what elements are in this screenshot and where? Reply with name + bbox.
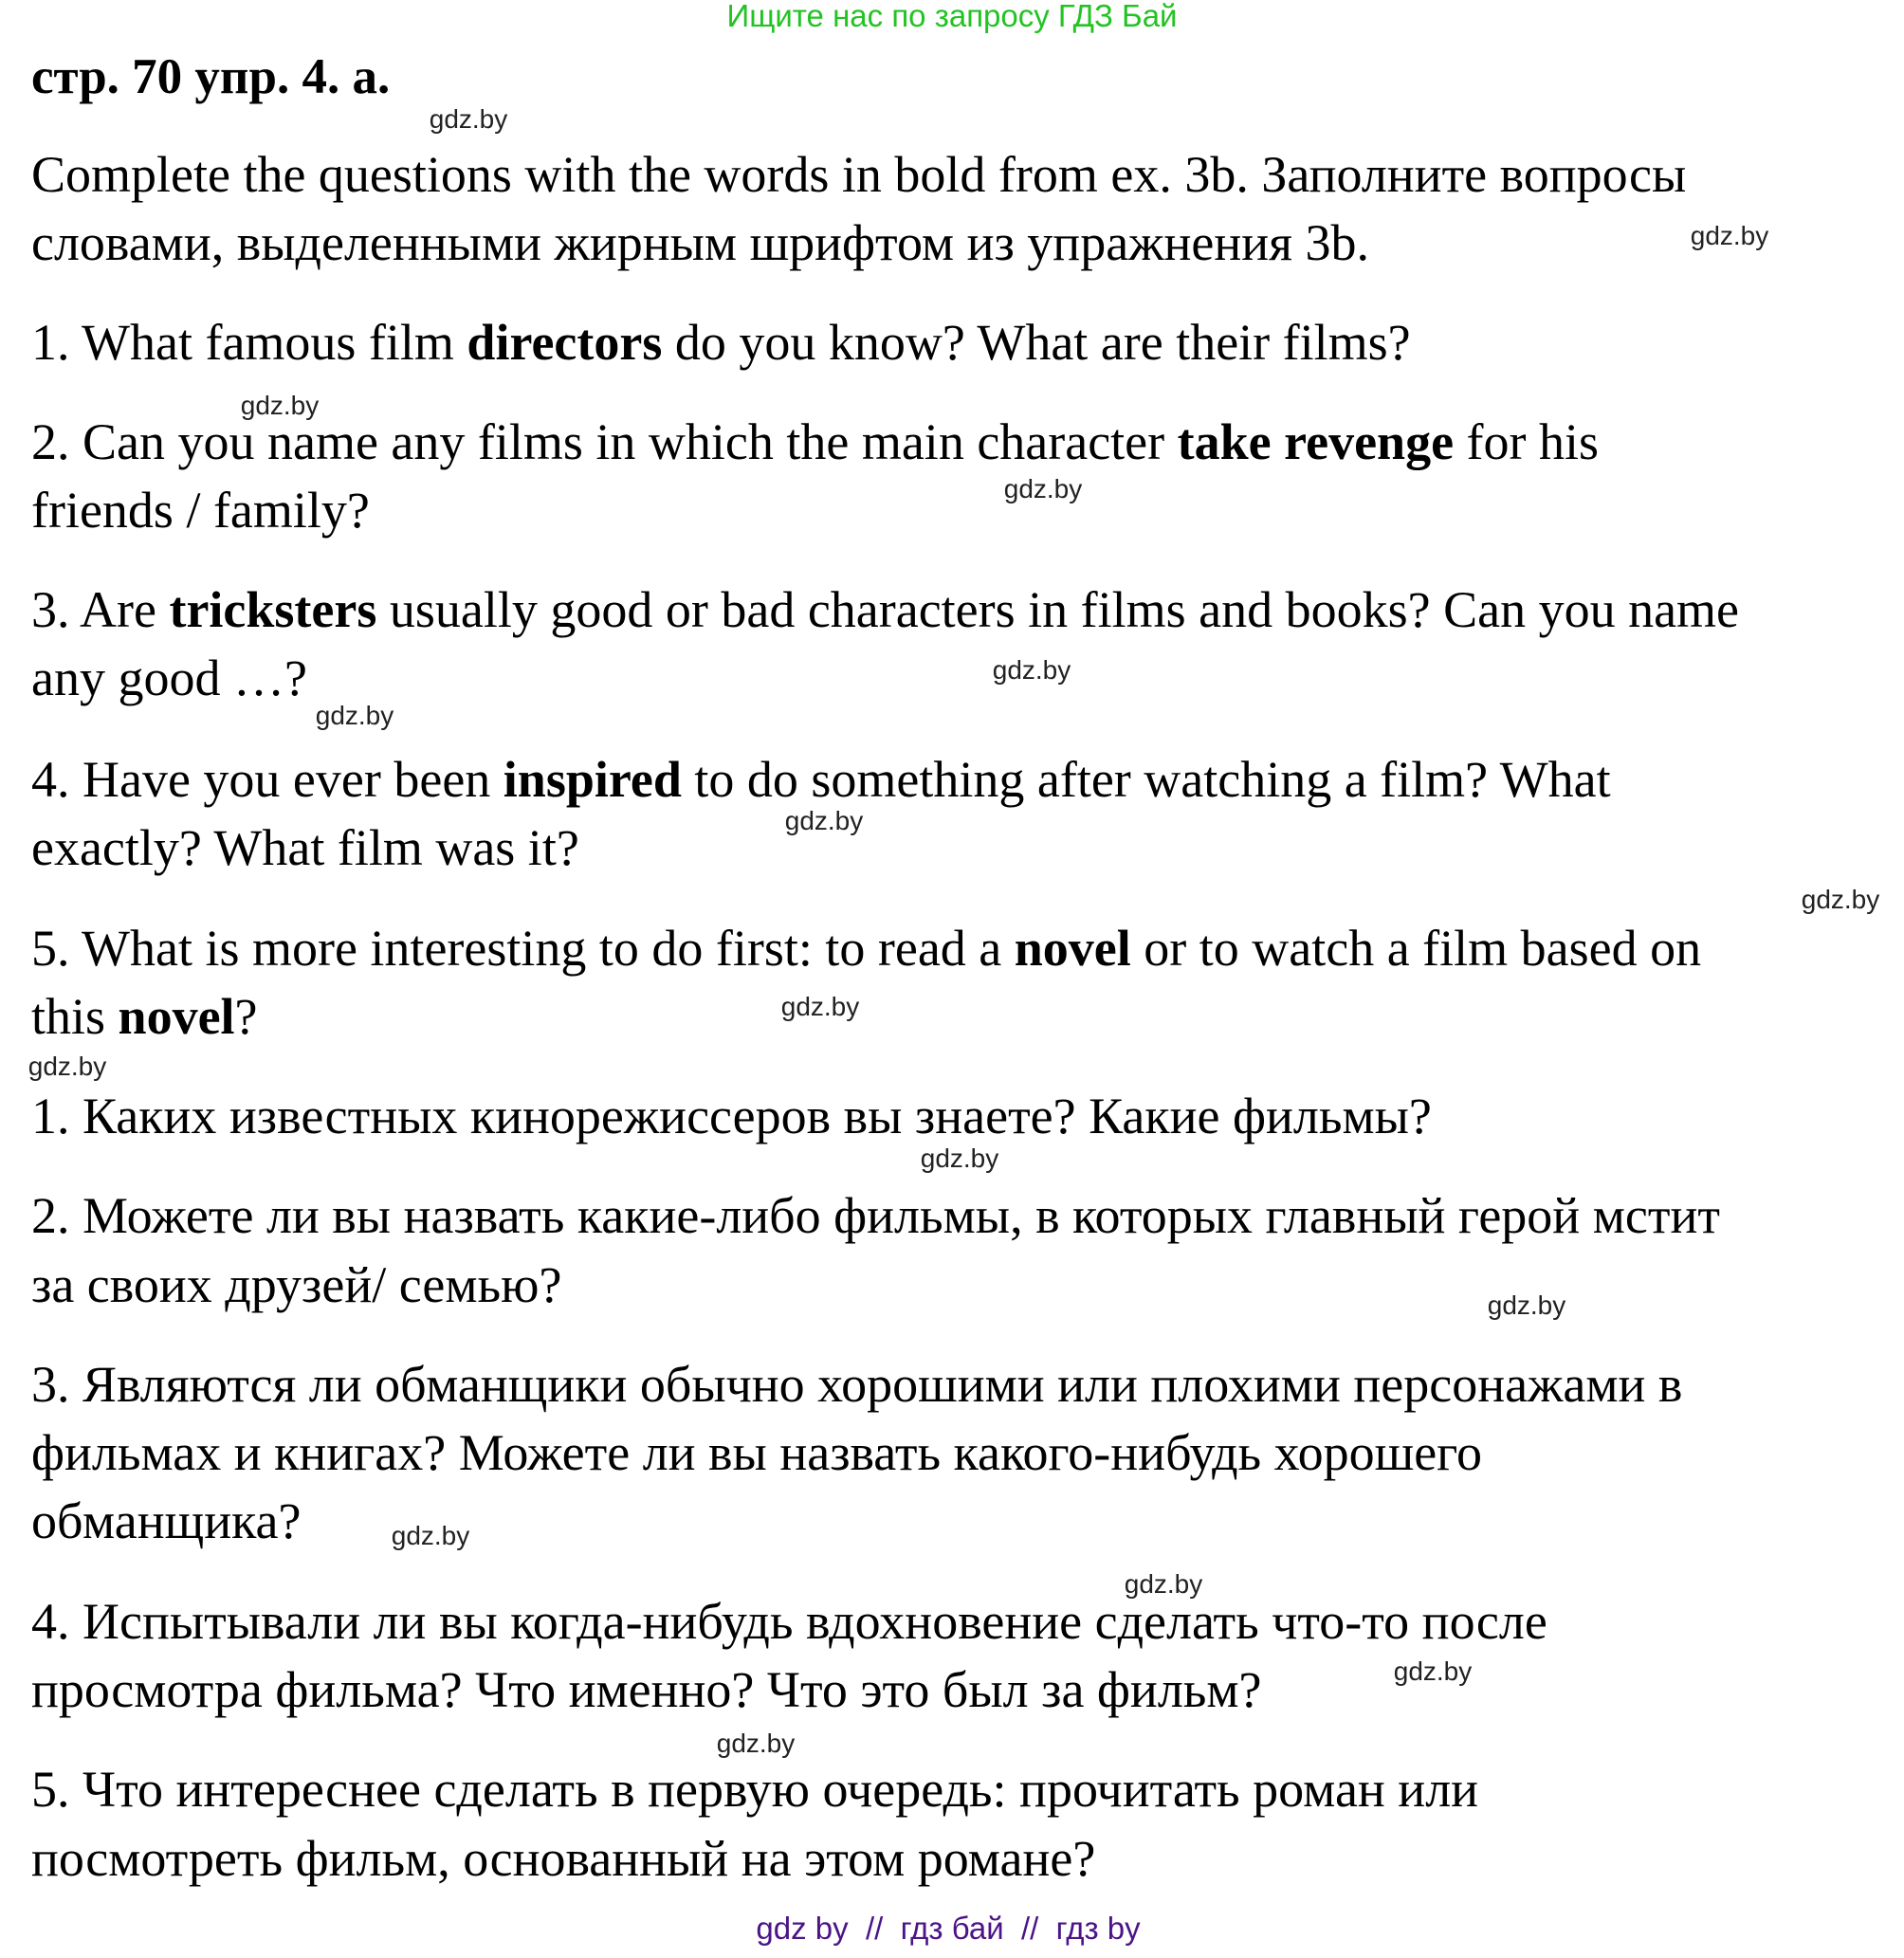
footer-links: gdz by // гдз бай // гдз by — [756, 1911, 1141, 1946]
bold-word: take revenge — [1177, 413, 1455, 470]
text: 1. What famous film — [31, 314, 467, 371]
translation-5: 5. Что интереснее сделать в первую очередь: прочитать роман или — [31, 1761, 1479, 1818]
watermark: gdz.by — [1393, 1656, 1473, 1686]
translation-2: 2. Можете ли вы назвать какие-либо фильмы, в которых главный герой мстит — [31, 1187, 1720, 1244]
question-5 — [31, 914, 1701, 982]
question-2-cont: friends / family? — [31, 482, 370, 539]
page-title: стр. 70 упр. 4. а. — [31, 49, 391, 104]
question-3-cont: any good …? — [31, 650, 307, 706]
watermark: gdz.by — [315, 701, 394, 730]
text: usually good or bad characters in films and books? Can you name — [376, 581, 1740, 638]
text: do you know? What are their films? — [662, 314, 1411, 371]
text: 2. Can you name any films in which the main character — [31, 413, 1178, 470]
translation-1: 1. Каких известных кинорежиссеров вы знаете? Какие фильмы? — [31, 1088, 1432, 1144]
watermark: gdz.by — [1487, 1290, 1566, 1320]
text: 4. Have you ever been — [31, 751, 503, 808]
instruction-line: Complete the questions with the words in bold from ex. 3b. Заполните вопросы — [31, 146, 1687, 203]
bold-word: novel — [118, 988, 235, 1045]
question-4 — [31, 745, 1611, 814]
watermark: gdz.by — [992, 655, 1071, 685]
watermark: gdz.by — [1801, 885, 1880, 914]
watermark: gdz.by — [780, 992, 860, 1021]
translation-5-cont: посмотреть фильм, основанный на этом романе? — [31, 1830, 1096, 1887]
question-4-cont: exactly? What film was it? — [31, 819, 579, 876]
bold-word: directors — [467, 314, 663, 371]
translation-4: 4. Испытывали ли вы когда-нибудь вдохновение сделать что-то после — [31, 1593, 1547, 1650]
translation-4-cont: просмотра фильма? Что именно? Что это был за фильм? — [31, 1661, 1262, 1718]
watermark: gdz.by — [1690, 221, 1769, 250]
bold-word: inspired — [503, 751, 682, 808]
translation-2-cont: за своих друзей/ семью? — [31, 1256, 562, 1313]
watermark: gdz.by — [27, 1052, 107, 1081]
text: 5. What is more interesting to do first: to read a — [31, 920, 1015, 977]
translation-3-cont: фильмах и книгах? Можете ли вы назвать какого-нибудь хорошего — [31, 1424, 1482, 1481]
watermark: gdz.by — [429, 104, 508, 134]
text: to do something after watching a film? What — [681, 751, 1611, 808]
watermark: gdz.by — [391, 1521, 470, 1550]
text: 3. Are — [31, 581, 170, 638]
question-1 — [31, 308, 1411, 376]
text: this — [31, 988, 119, 1045]
watermark: gdz.by — [240, 391, 320, 420]
search-banner: Ищите нас по запросу ГДЗ Бай — [726, 0, 1178, 33]
question-3 — [31, 576, 1739, 644]
translation-3: 3. Являются ли обманщики обычно хорошими или плохими персонажами в — [31, 1356, 1683, 1413]
translation-3-cont: обманщика? — [31, 1492, 302, 1549]
bold-word: novel — [1014, 920, 1131, 977]
watermark: gdz.by — [1124, 1569, 1203, 1599]
text: or to watch a film based on — [1130, 920, 1702, 977]
text: for his — [1454, 413, 1600, 470]
bold-word: tricksters — [169, 581, 377, 638]
text: ? — [234, 988, 258, 1045]
question-5-cont — [31, 982, 258, 1051]
instruction-line: словами, выделенными жирным шрифтом из упражнения 3b. — [31, 214, 1369, 271]
watermark: gdz.by — [716, 1729, 796, 1758]
watermark: gdz.by — [784, 806, 864, 835]
watermark: gdz.by — [1003, 474, 1083, 503]
watermark: gdz.by — [920, 1144, 999, 1173]
